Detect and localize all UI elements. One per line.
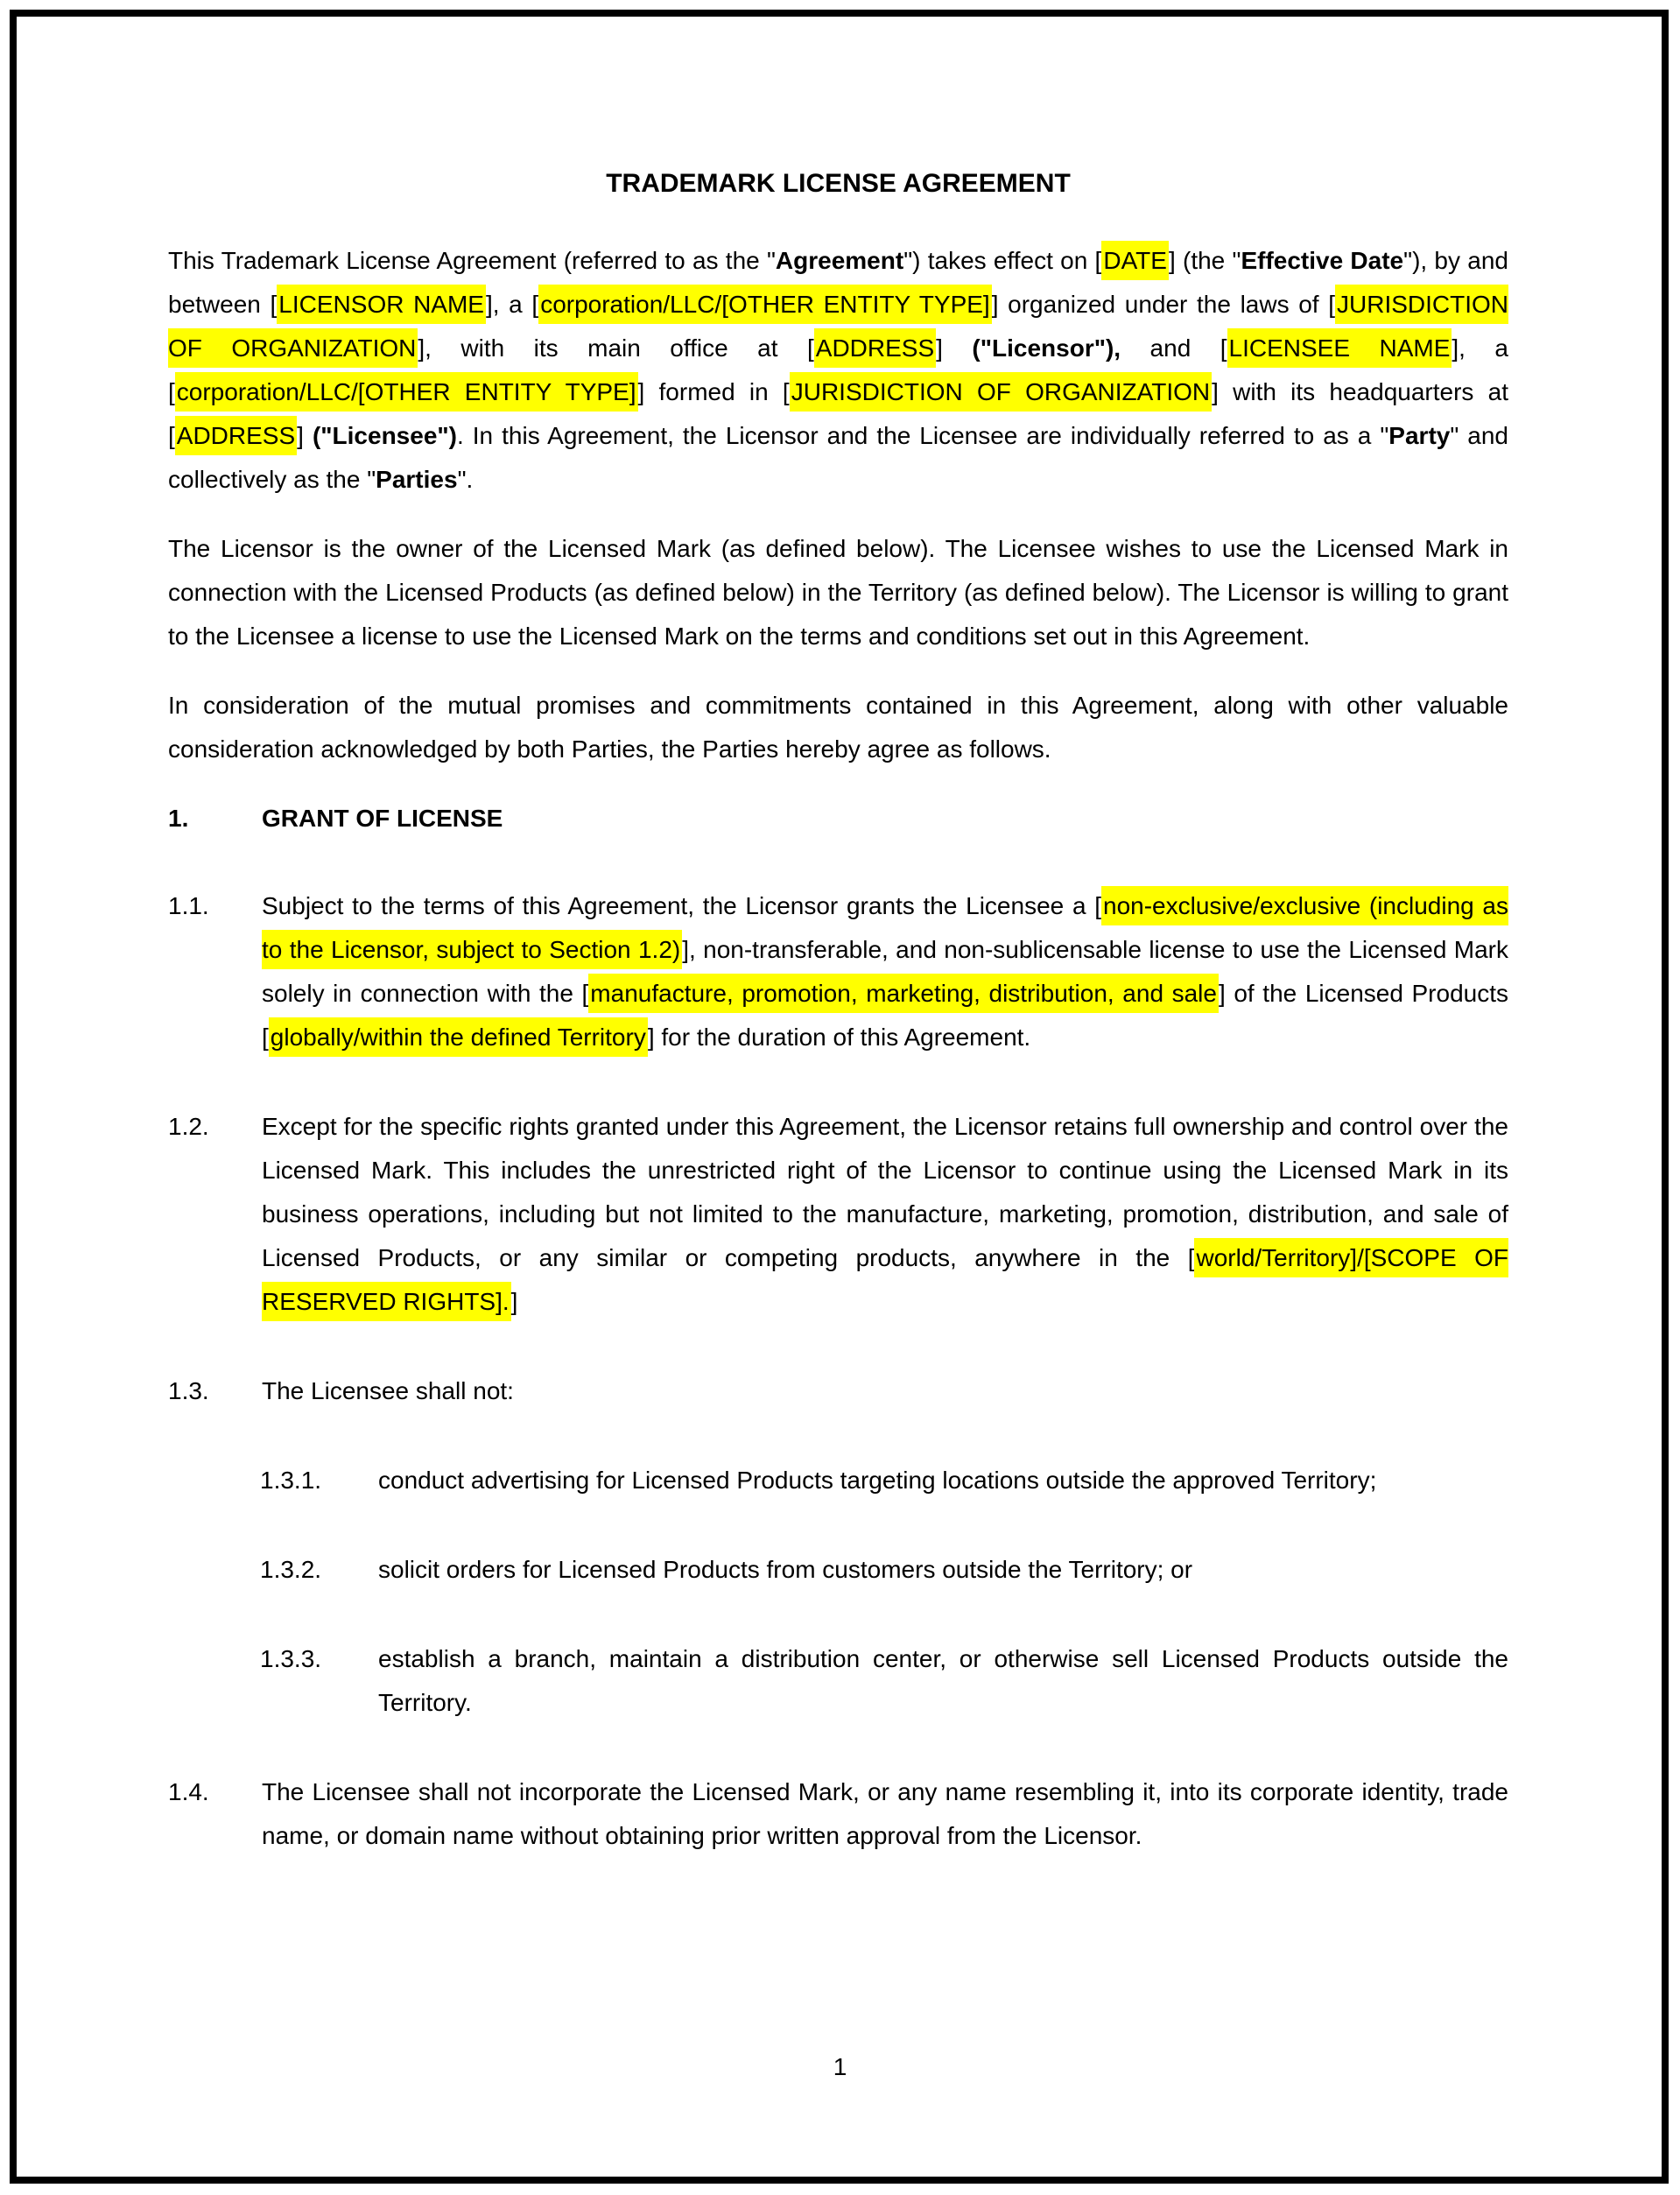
- clause: [168, 1770, 1508, 1858]
- text-run: ], a [: [485, 291, 539, 318]
- text-run: ] formed in [: [637, 378, 790, 405]
- text-run: Except for the specific rights granted under this Agreement, the Licensor retains full ownership and control over the Licensed Mark. This includes the unrestricted right of the Licensor to continue using the Licensed Mark in its business operations, including but not limited to the manufacture, marketing, promotion, distribution, and sale of Licensed Products, or any similar or competing products, anywhere in the [: [262, 1113, 1508, 1271]
- text-run: ], non-transferable, and non-sublicensable license to use the Licensed Mark solely in connection with the [: [262, 936, 1509, 1007]
- bold-term: ("Licensee"): [312, 422, 457, 449]
- clause-number: 1.: [168, 805, 189, 832]
- clause-number: 1.3.: [168, 1377, 209, 1404]
- text-run: ]: [297, 422, 313, 449]
- clause-text: [262, 797, 1508, 841]
- highlighted-placeholder: non-exclusive/exclusive (including as to the Licensor, subject to Section 1.2): [262, 886, 1508, 969]
- clause-number: 1.2.: [168, 1113, 209, 1140]
- document-blocks: [168, 239, 1508, 1858]
- text-run: . In this Agreement, the Licensor and the Licensee are individually referred to as a ": [456, 422, 1389, 449]
- bold-term: Effective Date: [1241, 247, 1404, 274]
- clause: [168, 1459, 1508, 1502]
- text-run: "), by and between [: [168, 247, 1508, 318]
- text-run: ], with its main office at [: [418, 334, 814, 362]
- text-run: ] organized under the laws of [: [991, 291, 1336, 318]
- text-run: The Licensor is the owner of the Licensed Mark (as defined below). The Licensee wishes to use the Licensed Mark in connection with the Licensed Products (as defined below) in the Territory (as defined below). The Licensor is willing to grant to the Licensee a license to use the Licensed Mark on the terms and conditions set out in this Agreement.: [168, 535, 1508, 650]
- document-title: TRADEMARK LICENSE AGREEMENT: [606, 169, 1071, 198]
- text-run: ") takes effect on [: [903, 247, 1102, 274]
- text-run: The Licensee shall not:: [262, 1377, 514, 1404]
- clause-text: [262, 1369, 1508, 1413]
- text-run: ], a [: [168, 334, 1508, 405]
- clause: [168, 1369, 1508, 1413]
- clause-text: [262, 1770, 1508, 1858]
- highlighted-placeholder: DATE: [1101, 241, 1169, 280]
- text-run: " and collectively as the ": [168, 422, 1509, 493]
- text-run: ".: [457, 466, 474, 493]
- clause: [168, 884, 1508, 1059]
- text-run: and [: [1121, 334, 1227, 362]
- text-run: conduct advertising for Licensed Products targeting locations outside the approved Territory;: [378, 1467, 1377, 1494]
- paragraph: [168, 527, 1508, 658]
- clause-text: [378, 1548, 1508, 1592]
- bold-term: Parties: [376, 466, 458, 493]
- clause-number: 1.3.2.: [260, 1556, 322, 1583]
- text-run: ] of the Licensed Products [: [262, 980, 1509, 1051]
- bold-term: ("Licensor"),: [972, 334, 1121, 362]
- clause-text: [262, 1105, 1508, 1324]
- highlighted-placeholder: ADDRESS: [814, 328, 936, 368]
- text-run: Subject to the terms of this Agreement, the Licensor grants the Licensee a [: [262, 892, 1102, 919]
- text-run: ]: [936, 334, 973, 362]
- clause-number: 1.4.: [168, 1778, 209, 1805]
- highlighted-placeholder: manufacture, promotion, marketing, distribution, and sale: [588, 974, 1219, 1013]
- clause-number: 1.3.1.: [260, 1467, 322, 1494]
- bold-term: Party: [1388, 422, 1451, 449]
- bold-term: Agreement: [775, 247, 904, 274]
- bold-term: GRANT OF LICENSE: [262, 805, 503, 832]
- highlighted-placeholder: JURISDICTION OF ORGANIZATION: [168, 285, 1508, 368]
- highlighted-placeholder: corporation/LLC/[OTHER ENTITY TYPE]: [175, 372, 638, 412]
- document-body: [168, 162, 1508, 1903]
- text-run: In consideration of the mutual promises and commitments contained in this Agreement, along with other valuable consideration acknowledged by both Parties, the Parties hereby agree as follows.: [168, 692, 1508, 763]
- text-run: The Licensee shall not incorporate the Licensed Mark, or any name resembling it, into its corporate identity, trade name, or domain name without obtaining prior written approval from the Licensor.: [262, 1778, 1508, 1849]
- text-run: ] for the duration of this Agreement.: [647, 1024, 1031, 1051]
- highlighted-placeholder: LICENSOR NAME: [277, 285, 486, 324]
- text-run: ] with its headquarters at [: [168, 378, 1509, 449]
- clause-number: 1.1.: [168, 892, 209, 919]
- highlighted-placeholder: corporation/LLC/[OTHER ENTITY TYPE]: [538, 285, 992, 324]
- clause: [168, 1105, 1508, 1324]
- text-run: ] (the ": [1168, 247, 1241, 274]
- clause: [168, 1548, 1508, 1592]
- highlighted-placeholder: ADDRESS: [175, 416, 297, 455]
- text-run: solicit orders for Licensed Products from customers outside the Territory; or: [378, 1556, 1193, 1583]
- page-number: 1: [833, 2053, 847, 2080]
- paragraph: [168, 684, 1508, 771]
- highlighted-placeholder: world/Territory]/[SCOPE OF RESERVED RIGHTS].: [262, 1238, 1508, 1321]
- clause: [168, 1637, 1508, 1725]
- text-run: This Trademark License Agreement (referred to as the ": [168, 247, 776, 274]
- text-run: establish a branch, maintain a distribution center, or otherwise sell Licensed Products outside the Territory.: [378, 1645, 1508, 1716]
- section-heading: [168, 797, 1508, 841]
- highlighted-placeholder: globally/within the defined Territory: [269, 1017, 648, 1057]
- highlighted-placeholder: JURISDICTION OF ORGANIZATION: [790, 372, 1212, 412]
- clause-text: [378, 1637, 1508, 1725]
- paragraph: [168, 239, 1508, 502]
- clause-text: [378, 1459, 1508, 1502]
- text-run: ]: [510, 1288, 518, 1315]
- highlighted-placeholder: LICENSEE NAME: [1227, 328, 1452, 368]
- clause-number: 1.3.3.: [260, 1645, 322, 1672]
- clause-text: [262, 884, 1508, 1059]
